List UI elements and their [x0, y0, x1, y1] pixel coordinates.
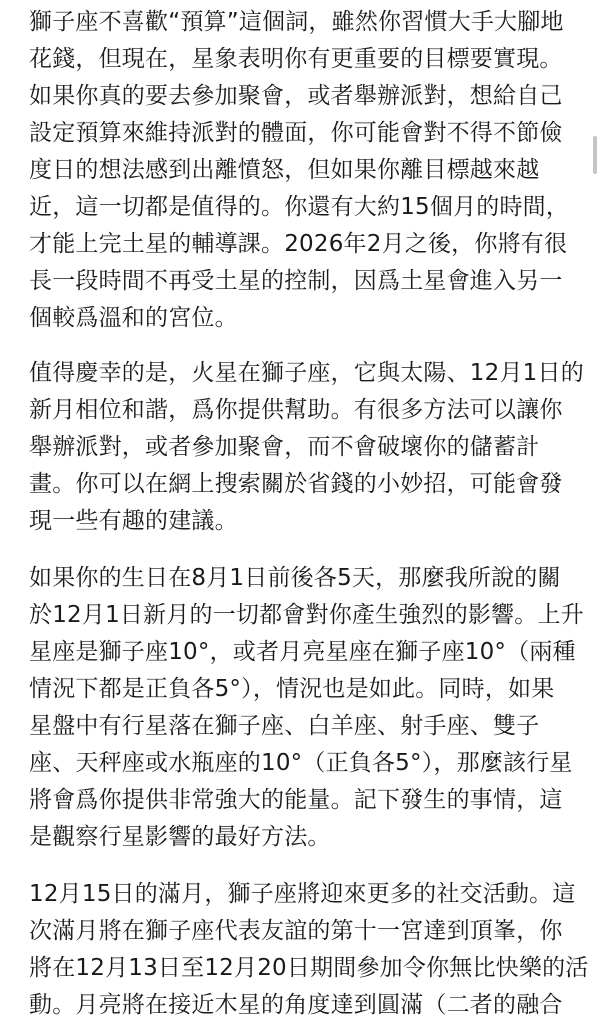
text-line: 如果你的生日在8月1日前後各5天，那麼我所說的關	[29, 565, 561, 591]
text-line: 於12月1日新月的一切都會對你產生強烈的影響。上升	[29, 602, 584, 628]
text-line: 畫。你可以在網上搜索關於省錢的小妙招，可能會發	[29, 471, 563, 497]
text-line: 次滿月將在獅子座代表友誼的第十一宮達到頂峯，你	[29, 918, 563, 944]
text-line: 獅子座不喜歡“預算”這個詞，雖然你習慣大手大腳地	[29, 9, 564, 35]
text-line: 動。月亮將在接近木星的角度達到圓滿（二者的融合	[29, 992, 563, 1018]
text-line: 現一些有趣的建議。	[29, 508, 238, 534]
text-line: 新月相位和諧，爲你提供幫助。有很多方法可以讓你	[29, 397, 563, 423]
text-line: 長一段時間不再受土星的控制，因爲土星會進入另一	[29, 268, 563, 294]
text-line: 12月15日的滿月，獅子座將迎來更多的社交活動。這	[29, 881, 576, 907]
text-line: 度日的想法感到出離憤怒，但如果你離目標越來越	[29, 157, 540, 183]
text-line: 情況下都是正負各5°），情況也是如此。同時，如果	[29, 676, 555, 702]
text-line: 將會爲你提供非常強大的能量。記下發生的事情，這	[29, 787, 563, 813]
text-line: 個較爲溫和的宮位。	[29, 305, 238, 331]
paragraph-mars	[29, 355, 584, 540]
text-line: 才能上完土星的輔導課。2026年2月之後，你將有很	[29, 231, 568, 257]
text-line: 座、天秤座或水瓶座的10°（正負各5°），那麼該行星	[29, 750, 573, 776]
paragraph-full-moon	[29, 876, 588, 1024]
text-line: 星盤中有行星落在獅子座、白羊座、射手座、雙子	[29, 713, 540, 739]
text-line: 設定預算來維持派對的體面，你可能會對不得不節儉	[29, 120, 563, 146]
paragraph-budget	[29, 4, 569, 337]
text-line: 如果你真的要去參加聚會，或者舉辦派對，想給自己	[29, 83, 563, 109]
text-line: 值得慶幸的是，火星在獅子座，它與太陽、12月1日的	[29, 360, 584, 386]
paragraph-birthday	[29, 560, 584, 856]
text-line: 將在12月13日至12月20日期間參加令你無比快樂的活	[29, 955, 589, 981]
text-line: 星座是獅子座10°，或者月亮星座在獅子座10°（兩種	[29, 639, 576, 665]
text-line: 花錢，但現在，星象表明你有更重要的目標要實現。	[29, 46, 563, 72]
text-line: 舉辦派對，或者參加聚會，而不會破壞你的儲蓄計	[29, 434, 540, 460]
text-line: 近，這一切都是值得的。你還有大約15個月的時間，	[29, 194, 570, 220]
text-line: 是觀察行星影響的最好方法。	[29, 824, 331, 850]
scrollbar-thumb[interactable]	[593, 136, 597, 174]
